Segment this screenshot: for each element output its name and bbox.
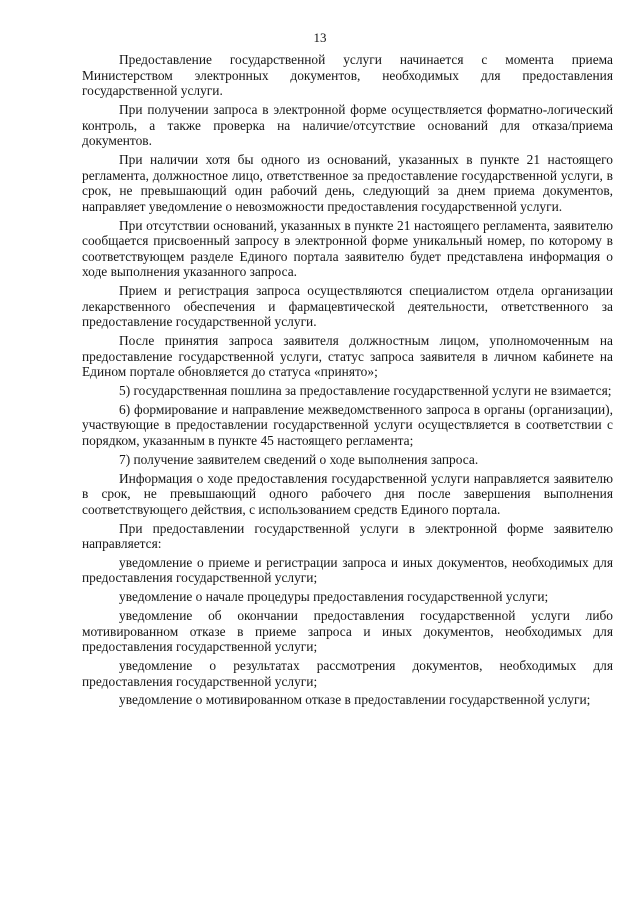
- notification-item-5: уведомление о мотивированном отказе в предоставлении государственной услуги;: [119, 692, 591, 708]
- paragraph-notifications-intro: При предоставлении государственной услуги в электронной форме заявителю направляется:: [82, 520, 613, 552]
- list-item-5: 5) государственная пошлина за предоставление государственной услуги не взимается;: [119, 383, 612, 398]
- list-item-6: 6) формирование и направление межведомственного запроса в органы (организации), участвующие в предоставлении государственной услуги осуществляется в соответствии с порядком, указанным в пункте 45 настоящего регламента;: [82, 401, 613, 448]
- list-item-7: 7) получение заявителем сведений о ходе выполнения запроса.: [119, 451, 479, 467]
- paragraph-6: После принятия запроса заявителя должностным лицом, уполномоченным на предоставление государственной услуги, статус запроса заявителя в личном кабинете на Едином портале обновляется до статуса «принято»;: [82, 333, 613, 380]
- paragraph-1: Предоставление государственной услуги начинается с момента приема Министерством электронных документов, необходимых для предоставления государственной услуги.: [82, 52, 613, 99]
- paragraph-3: При наличии хотя бы одного из оснований, указанных в пункте 21 настоящего регламента, должностное лицо, ответственное за предоставление государственной услуги, в срок, не превышающий один рабочий день, следующий за днем приема документов, направляет уведомление о невозможности предоставления государственной услуги.: [82, 151, 613, 214]
- notification-item-2: уведомление о начале процедуры предоставления государственной услуги;: [119, 589, 549, 605]
- notification-item-1: уведомление о приеме и регистрации запроса и иных документов, необходимых для предоставления государственной услуги;: [82, 554, 613, 586]
- notification-item-3: уведомление об окончании предоставления государственной услуги либо мотивированном отказе в приеме запроса и иных документов, необходимых для предоставления государственной услуги;: [82, 608, 613, 655]
- paragraph-2: При получении запроса в электронной форме осуществляется форматно-логический контроль, а также проверка на наличие/отсутствие оснований для отказа/приема документов.: [82, 101, 613, 149]
- paragraph-5: Прием и регистрация запроса осуществляются специалистом отдела организации лекарственного обеспечения и фармацевтической деятельности, ответственного за предоставление государственной услуги.: [82, 283, 613, 330]
- document-body: [82, 52, 613, 711]
- notification-item-4: уведомление о результатах рассмотрения документов, необходимых для предоставления государственной услуги;: [82, 658, 613, 689]
- paragraph-progress-info: Информация о ходе предоставления государственной услуги направляется заявителю в срок, не превышающий одного рабочего дня после завершения выполнения соответствующего действия, с использованием средств Единого портала.: [82, 470, 613, 517]
- page-number: 13: [313, 30, 327, 45]
- paragraph-4: При отсутствии оснований, указанных в пункте 21 настоящего регламента, заявителю сообщается присвоенный запросу в электронной форме уникальный номер, по которому в соответствующем разделе Единого портала заявителю будет представлена информация о ходе выполнения указанного запроса.: [82, 217, 613, 280]
